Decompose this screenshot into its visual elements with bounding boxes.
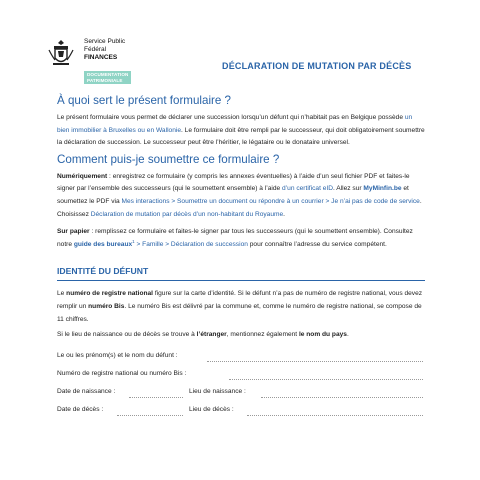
- section-submit-digital: [57, 171, 425, 221]
- identity-text-2: [57, 329, 425, 342]
- org-line-1: Service Public: [84, 38, 126, 45]
- bold-span: numéro de registre national: [66, 290, 154, 298]
- text-span: : remplissez ce formulaire et faites-le signer par tous les successeurs (qui le soumettent ensemble). Consultez notre: [57, 228, 413, 248]
- death-row: [57, 402, 425, 420]
- birth-date-field[interactable]: [129, 397, 183, 398]
- text-span: Si le lieu de naissance ou de décès se trouve à: [57, 331, 197, 339]
- eid-certificate-link[interactable]: d’un certificat eID: [282, 185, 333, 193]
- badge-line-2: PATRIMONIALE: [87, 77, 123, 83]
- declaration-type-link[interactable]: Déclaration de mutation par décès d’un non-habitant du Royaume: [90, 210, 284, 218]
- national-number-label: Numéro de registre national ou numéro Bis :: [57, 369, 187, 377]
- org-line-3: FINANCES: [84, 54, 118, 61]
- text-span: .: [283, 210, 286, 218]
- deceased-names-label: Le ou les prénom(s) et le nom du défunt :: [57, 351, 178, 359]
- text-span: figure sur la carte d’identité. Si le défunt n’a pas de numéro de registre national, vous devez remplir un: [57, 290, 423, 310]
- death-place-field[interactable]: [247, 415, 423, 416]
- bold-span: le nom du pays: [298, 331, 347, 339]
- section-submit-paper: [57, 226, 425, 251]
- belgian-coat-of-arms-icon: [46, 38, 76, 68]
- paper-label: Sur papier: [57, 228, 90, 236]
- office-guide-link[interactable]: guide des bureaux: [73, 240, 133, 248]
- text-span: Le: [57, 290, 67, 298]
- birth-date-label: Date de naissance :: [57, 387, 116, 395]
- section-purpose-title: À quoi sert le présent formulaire ?: [57, 94, 231, 107]
- text-span: Le présent formulaire vous permet de déclarer une succession lorsqu’un défunt qui n’habitait pas en Belgique possède: [57, 114, 405, 121]
- text-span: . Choisissez: [57, 197, 422, 218]
- text-span: pour connaître l’adresse du service compétent.: [247, 240, 387, 248]
- footnote-marker: 1: [132, 238, 135, 244]
- section-purpose-text: [57, 112, 425, 150]
- interactions-path-link[interactable]: Mes interactions > Soumettre un document ou répondre à un courrier > Je n’ai pas de code de service: [121, 197, 420, 205]
- birth-place-label: Lieu de naissance :: [189, 387, 246, 395]
- bold-span: l’étranger: [196, 331, 227, 339]
- real-estate-link[interactable]: un bien immobilier à Bruxelles ou en Wallonie: [57, 114, 413, 134]
- death-place-label: Lieu de décès :: [189, 405, 234, 413]
- text-span: , mentionnez également: [226, 331, 299, 339]
- text-span: . Le formulaire doit être rempli par le successeur, qui doit obligatoirement soumettre la déclaration de succession. Le successeur peut être l’héritier, le légataire ou le donataire universel.: [57, 126, 425, 147]
- bold-span: numéro Bis: [88, 302, 125, 310]
- org-line-2: Fédéral: [84, 46, 107, 53]
- document-body: [57, 94, 425, 420]
- birth-place-field[interactable]: [261, 397, 423, 398]
- deceased-names-field[interactable]: [207, 361, 423, 362]
- text-span: : enregistrez ce formulaire (y compris les annexes éventuelles) à l’aide d’un seul fichier PDF et faites-le signer par l’ensemble des successeurs (qui le soumettent ensemble) à l’aide: [57, 172, 410, 193]
- digital-label: Numériquement: [57, 172, 108, 180]
- section-submit-title: Comment puis-je soumettre ce formulaire ?: [57, 152, 280, 166]
- documentation-badge: [84, 71, 131, 84]
- office-guide-path-link[interactable]: > Famille > Déclaration de succession: [134, 240, 248, 248]
- death-date-label: Date de décès :: [57, 405, 104, 413]
- birth-row: [57, 384, 425, 402]
- text-span: . Allez sur: [333, 185, 364, 193]
- document-title: DÉCLARATION DE MUTATION PAR DÉCÈS: [222, 61, 412, 71]
- badge-line-1: DOCUMENTATION: [87, 72, 129, 77]
- national-number-field[interactable]: [229, 379, 423, 380]
- organization-name: [84, 38, 125, 62]
- death-date-field[interactable]: [117, 415, 183, 416]
- document-header: [0, 0, 480, 86]
- identity-divider: [57, 280, 425, 281]
- national-number-row: [57, 366, 425, 384]
- deceased-names-row: [57, 348, 425, 366]
- text-span: .: [346, 331, 349, 339]
- identity-section: [57, 265, 425, 419]
- text-span: et soumettez le PDF via: [57, 185, 409, 205]
- identity-title: IDENTITÉ DU DÉFUNT: [57, 266, 149, 277]
- text-span: . Le numéro Bis est délivré par la commune et, comme le numéro de registre national, se compose de 11 chiffres.: [57, 302, 422, 323]
- myminfin-link[interactable]: MyMinfin.be: [363, 185, 402, 193]
- identity-text-1: [57, 288, 425, 326]
